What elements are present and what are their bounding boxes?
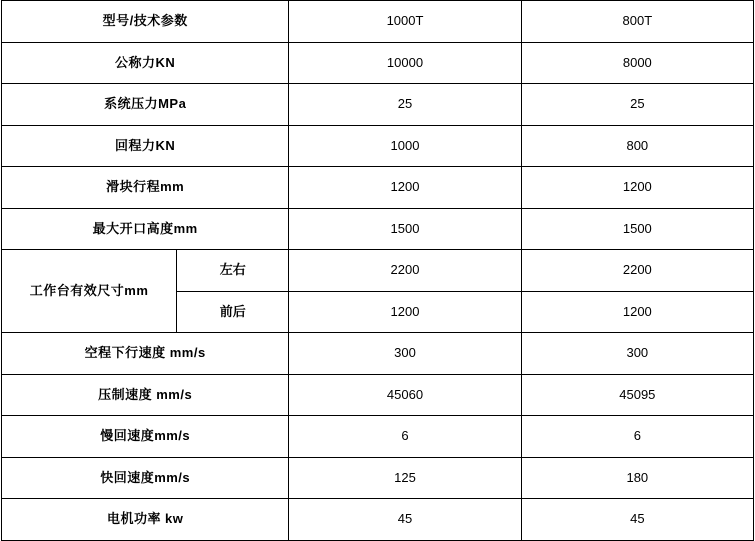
row-value-1000t: 1200 [289, 167, 521, 209]
table-row [2, 1, 754, 43]
row-label: 空程下行速度 mm/s [2, 333, 289, 375]
technical-parameters-table [1, 0, 754, 541]
table-row [2, 374, 754, 416]
row-value-1000t: 1200 [289, 291, 521, 333]
row-value-1000t: 1000 [289, 125, 521, 167]
row-label-worktable: 工作台有效尺寸mm [2, 250, 177, 333]
row-value-800t: 1200 [521, 167, 753, 209]
row-value-1000t: 1000T [289, 1, 521, 43]
row-value-1000t: 45 [289, 499, 521, 541]
row-value-800t: 800T [521, 1, 753, 43]
row-label: 快回速度mm/s [2, 457, 289, 499]
row-value-1000t: 6 [289, 416, 521, 458]
row-value-800t: 45 [521, 499, 753, 541]
row-label: 慢回速度mm/s [2, 416, 289, 458]
row-value-1000t: 45060 [289, 374, 521, 416]
table-row [2, 457, 754, 499]
row-value-1000t: 1500 [289, 208, 521, 250]
row-value-800t: 8000 [521, 42, 753, 84]
row-value-800t: 1500 [521, 208, 753, 250]
row-value-800t: 180 [521, 457, 753, 499]
row-value-800t: 45095 [521, 374, 753, 416]
row-label: 滑块行程mm [2, 167, 289, 209]
table-row [2, 333, 754, 375]
row-label: 最大开口高度mm [2, 208, 289, 250]
table-row [2, 250, 754, 292]
row-label: 压制速度 mm/s [2, 374, 289, 416]
row-label: 回程力KN [2, 125, 289, 167]
table-row [2, 416, 754, 458]
row-value-800t: 300 [521, 333, 753, 375]
row-value-800t: 6 [521, 416, 753, 458]
row-sublabel-left-right: 左右 [177, 250, 289, 292]
row-label: 系统压力MPa [2, 84, 289, 126]
row-value-1000t: 10000 [289, 42, 521, 84]
table-row [2, 84, 754, 126]
table-row [2, 208, 754, 250]
row-sublabel-front-back: 前后 [177, 291, 289, 333]
row-value-800t: 2200 [521, 250, 753, 292]
table-row [2, 42, 754, 84]
row-value-1000t: 300 [289, 333, 521, 375]
row-label: 公称力KN [2, 42, 289, 84]
row-value-1000t: 125 [289, 457, 521, 499]
table-row [2, 167, 754, 209]
row-value-1000t: 25 [289, 84, 521, 126]
row-value-800t: 25 [521, 84, 753, 126]
row-label: 型号/技术参数 [2, 1, 289, 43]
row-value-800t: 800 [521, 125, 753, 167]
table-row [2, 125, 754, 167]
row-value-1000t: 2200 [289, 250, 521, 292]
row-value-800t: 1200 [521, 291, 753, 333]
row-label: 电机功率 kw [2, 499, 289, 541]
table-row [2, 499, 754, 541]
